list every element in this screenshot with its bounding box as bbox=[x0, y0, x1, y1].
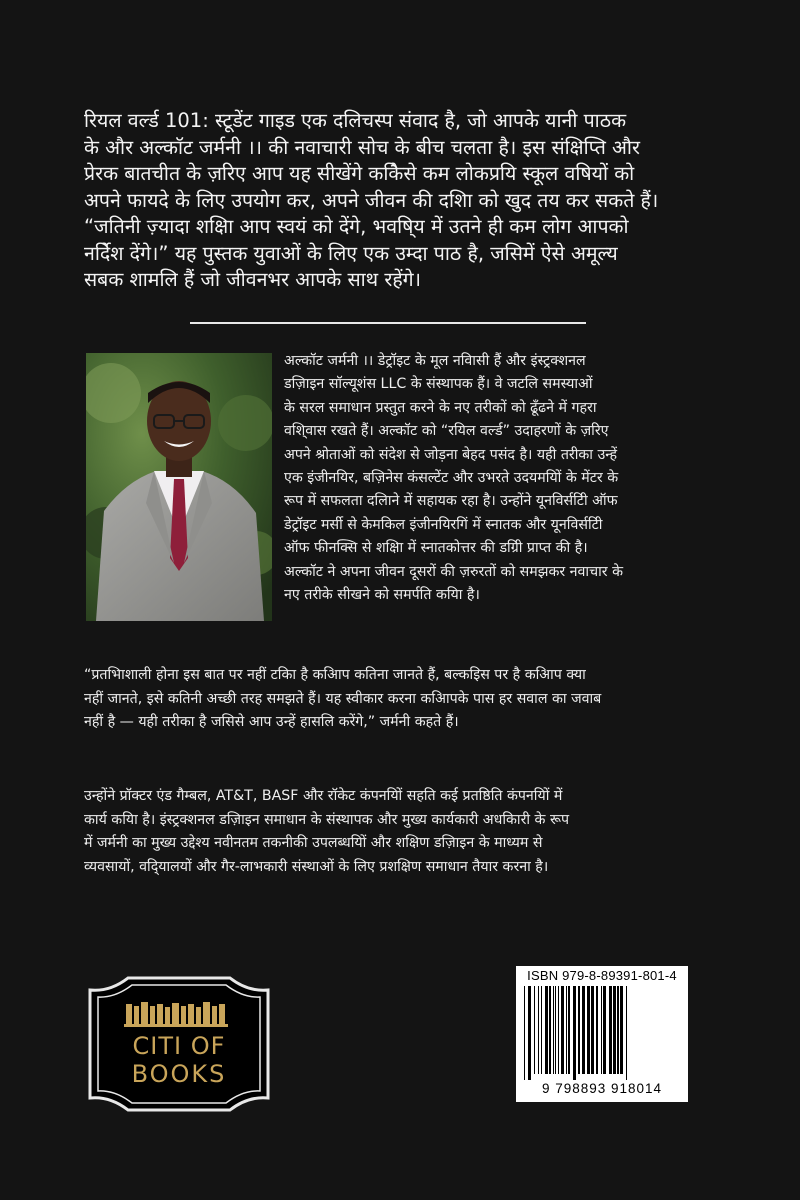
barcode-bars bbox=[522, 986, 682, 1080]
barcode-bar bbox=[545, 986, 548, 1074]
barcode-bar bbox=[553, 986, 554, 1074]
barcode-bar bbox=[541, 986, 542, 1074]
back-cover-blurb bbox=[84, 108, 724, 294]
quote-line: नहीं जानते, इसे कतिनी अच्छी तरह समझते हैं। यह स्वीकार करना कआिपके पास हर सवाल का जवाब bbox=[84, 690, 602, 707]
barcode-bar bbox=[573, 986, 576, 1080]
barcode-bar bbox=[603, 986, 606, 1074]
barcode-bar bbox=[626, 986, 627, 1080]
career-line: कार्य कयिा है। इंस्ट्रक्शनल डज़िाइन समाधान के संस्थापक और मुख्य कार्यकारी अधकिारी के रूप bbox=[84, 811, 570, 828]
bio-line: अल्कॉट ने अपना जीवन दूसरों की ज़रुरतों को समझकर नवाचार के bbox=[284, 563, 623, 580]
bio-line: अपने श्रोताओं को संदेश से जोड़ना बेहद पसंद है। यही तरीका उन्हें bbox=[284, 446, 618, 463]
publisher-logo bbox=[88, 976, 270, 1112]
barcode-bar bbox=[620, 986, 623, 1074]
barcode-bar bbox=[534, 986, 535, 1074]
bio-line: डज़िाइन सॉल्यूशंस LLC के संस्थापक हैं। वे जटलि समस्याओं bbox=[284, 376, 593, 393]
barcode-bar bbox=[596, 986, 598, 1074]
bio-line: नए तरीके सीखने को समर्पति कयिा है। bbox=[284, 587, 480, 604]
bio-line: के सरल समाधान प्रस्तुत करने के नए तरीकों को ढूँढने में गहरा bbox=[284, 399, 597, 416]
isbn-barcode bbox=[516, 966, 688, 1102]
blurb-line: के और अल्कॉट जर्मनी ।। की नवाचारी सोच के बीच चलता है। इस संक्षिप्ति और bbox=[84, 135, 640, 159]
barcode-bar bbox=[558, 986, 559, 1074]
barcode-bar bbox=[566, 986, 567, 1074]
barcode-bar bbox=[578, 986, 580, 1074]
barcode-bar bbox=[561, 986, 564, 1074]
barcode-bar bbox=[524, 986, 525, 1080]
barcode-bar bbox=[609, 986, 612, 1074]
isbn-label: ISBN 979-8-89391-801-4 bbox=[527, 968, 677, 983]
quote-line: “प्रतभिाशाली होना इस बात पर नहीं टकिा है कआिप कतिना जानते हैं, बल्कइिस पर है कआिप क्या bbox=[84, 667, 586, 683]
barcode-digits: 9 798893 918014 bbox=[541, 1081, 663, 1096]
blurb-line: अपने फायदे के लिए उपयोग कर, अपने जीवन की दशिा को खुद तय कर सकते हैं। bbox=[84, 188, 659, 212]
author-photo bbox=[86, 353, 272, 621]
section-divider bbox=[190, 322, 586, 324]
blurb-line: “जतिनी ज़्यादा शक्षिा आप स्वयं को देंगे, भवषि्य में उतने ही कम लोग आपको bbox=[84, 215, 629, 238]
career-paragraph bbox=[84, 785, 724, 879]
publisher-name-line2: BOOKS bbox=[131, 1060, 227, 1088]
barcode-bar bbox=[587, 986, 590, 1074]
barcode-bar bbox=[617, 986, 619, 1074]
barcode-bar bbox=[601, 986, 602, 1074]
barcode-bar bbox=[568, 986, 570, 1074]
career-line: उन्होंने प्रॉक्टर एंड गैम्बल, AT&T, BASF और रॉकेट कंपनयिों सहति कई प्रतष्ठिति कंपनयिों में bbox=[84, 788, 563, 804]
publisher-name-line1: CITI OF bbox=[132, 1032, 226, 1060]
blurb-line: नर्दिेश देंगे।” यह पुस्तक युवाओं के लिए एक उम्दा पाठ है, जसिमें ऐसे अमूल्य bbox=[84, 241, 618, 265]
career-line: में जर्मनी का मुख्य उद्देश्य नवीनतम तकनीकी उपलब्धयिों और शक्षिण डज़िाइन के माध्यम से bbox=[84, 835, 543, 852]
bio-line: ऑफ फीनक्सि से शक्षिा में स्नातकोत्तर की डग्रिी प्राप्त की है। bbox=[284, 540, 588, 557]
author-quote bbox=[84, 664, 724, 735]
bio-line: डेट्रॉइट मर्सी से केमकिल इंजीनयिरगिं में स्नातक और यूनविर्सटिी bbox=[284, 516, 603, 533]
barcode-bar bbox=[582, 986, 585, 1074]
barcode-bar bbox=[528, 986, 531, 1080]
barcode-bar bbox=[555, 986, 556, 1074]
quote-line: नहीं है — यही तरीका है जसिसे आप उन्हें हासलि करेंगे,” जर्मनी कहते हैं। bbox=[84, 714, 459, 731]
blurb-line: सबक शामलि हैं जो जीवनभर आपके साथ रहेंगे। bbox=[84, 268, 422, 291]
blurb-line: रियल वर्ल्ड 101: स्टूडेंट गाइड एक दलिचस्प संवाद है, जो आपके यानी पाठक bbox=[84, 109, 627, 132]
bio-line: अल्कॉट जर्मनी ।। डेट्रॉइट के मूल नवािसी हैं और इंस्ट्रक्शनल bbox=[284, 353, 586, 369]
barcode-bar bbox=[591, 986, 594, 1074]
career-line: व्यवसायों, वदि्यालयों और गैर-लाभकारी संस्थाओं के लिए प्रशक्षिण समाधान तैयार करना है। bbox=[84, 858, 549, 875]
barcode-bar bbox=[538, 986, 539, 1074]
barcode-bar bbox=[613, 986, 616, 1074]
bio-line: वशि्वास रखते हैं। अल्कॉट को “रयिल वर्ल्ड” उदाहरणों के ज़रिए bbox=[284, 423, 609, 440]
author-bio bbox=[284, 350, 704, 607]
bio-line: एक इंजीनयिर, बज़िनेस कंसल्टेंट और उभरते उदयमयिों के मेंटर के bbox=[284, 470, 619, 487]
barcode-bar bbox=[549, 986, 551, 1074]
blurb-line: प्रेरक बातचीत के ज़रिए आप यह सीखेंगे ककिैसे कम लोकप्रयि स्कूल वषियों को bbox=[84, 162, 635, 185]
bio-line: रूप में सफलता दलिाने में सहायक रहा है। उन्होंने यूनविर्सटिी ऑफ bbox=[284, 493, 618, 510]
